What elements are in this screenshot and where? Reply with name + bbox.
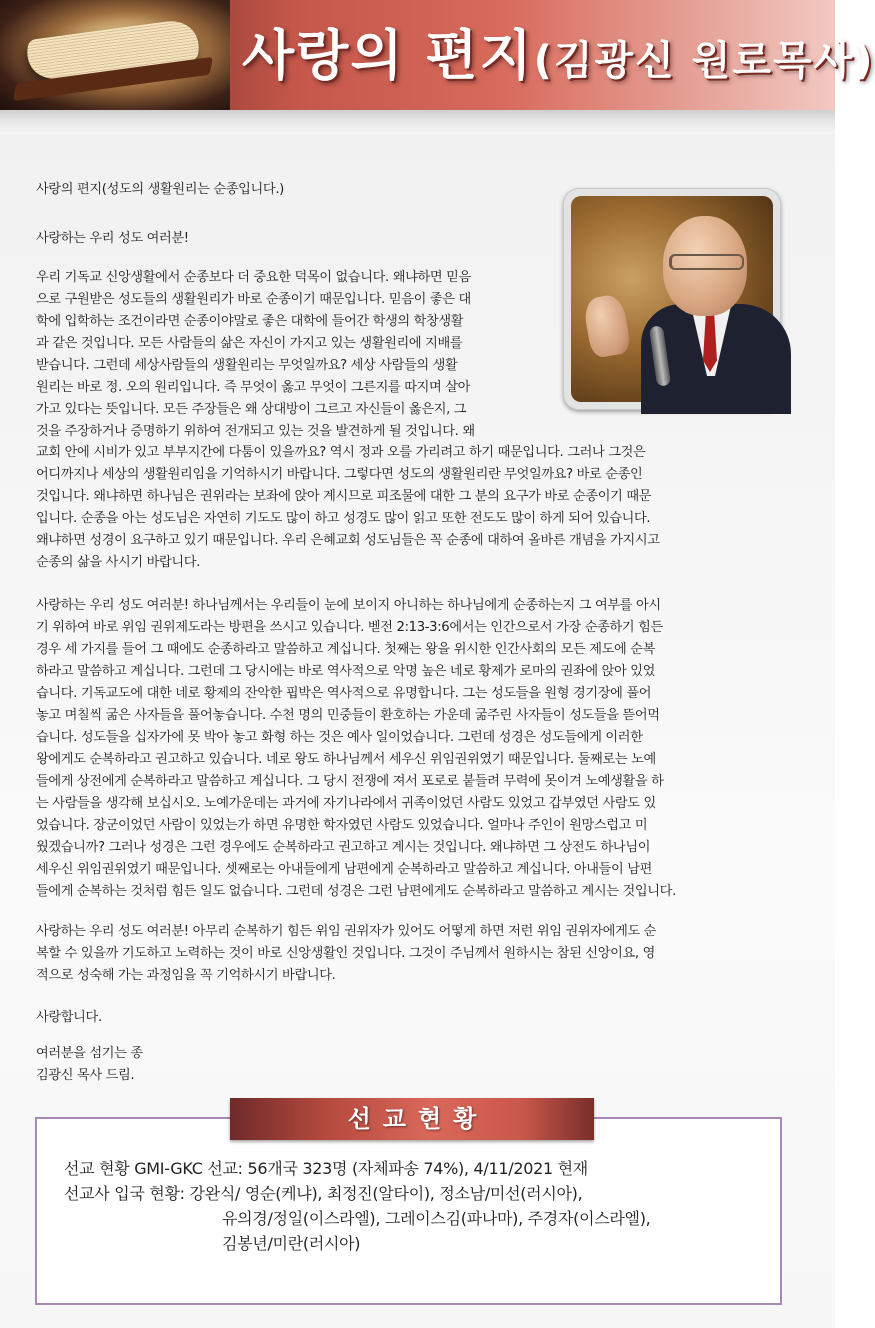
letter-line: 는 사람들을 생각해 보십시오. 노예가운데는 과거에 자기나라에서 귀족이었던 사람도 있었고 갑부였던 사람도 있 [36, 796, 656, 811]
letter-line: 과 같은 것입니다. 모든 사람들의 삶은 자신이 가지고 있는 생활원리에 지배를 [36, 336, 463, 351]
letter-line: 왕에게도 순복하라고 권고하고 있습니다. 네로 왕도 하나님께서 세우신 위임권위였기 때문입니다. 둘째로는 노예 [36, 752, 656, 767]
letter-line: 들에게 상전에게 순복하라고 말씀하고 계십니다. 그 당시 전쟁에 져서 포로로 붙들려 무력에 못이겨 노예생활을 하 [36, 774, 664, 789]
letter-line: 습니다. 기독교도에 대한 네로 황제의 잔악한 핍박은 역사적으로 유명합니다. 그는 성도들을 원형 경기장에 풀어 [36, 686, 652, 701]
letter-line: 웠겠습니까? 그러나 성경은 그런 경우에도 순복하라고 권고하고 계시는 것입니다. 왜냐하면 그 상전도 하나님이 [36, 840, 651, 855]
letter-line: 으로 구원받은 성도들의 생활원리가 바로 순종이기 때문입니다. 믿음이 좋은 대 [36, 292, 471, 307]
letter-line: 습니다. 성도들을 십자가에 못 박아 놓고 화형 하는 것은 예사 일이었습니다. 그런데 성경은 성도들에게 이러한 [36, 730, 643, 745]
banner-title [242, 16, 875, 96]
letter-line: 적으로 성숙해 가는 과정임을 꼭 기억하시기 바랍니다. [36, 968, 336, 983]
letter-heading: 사랑의 편지(성도의 생활원리는 순종입니다.) [36, 182, 284, 197]
letter-closing: 사랑합니다. [36, 1010, 102, 1025]
letter-line: 교회 안에 시비가 있고 부부지간에 다툼이 있을까요? 역시 정과 오를 가리려고 하기 때문입니다. 그러나 그것은 [36, 445, 646, 460]
letter-greeting: 사랑하는 우리 성도 여러분! [36, 231, 189, 246]
letter-line: 사랑하는 우리 성도 여러분! 하나님께서는 우리들이 눈에 보이지 아니하는 하나님에게 순종하는지 그 여부를 아시 [36, 598, 661, 613]
letter-line: 놓고 며칠씩 굶은 사자들을 풀어놓습니다. 수천 명의 민중들이 환호하는 가운데 굶주린 사자들이 성도들을 뜯어먹 [36, 708, 660, 723]
letter-line: 었습니다. 장군이었던 사람이 있었는가 하면 유명한 학자였던 사람도 있었습니다. 얼마나 주인이 원망스럽고 미 [36, 818, 648, 833]
letter-line: 기 위하여 바로 위임 권위제도라는 방편을 쓰시고 있습니다. 벧전 2:13-3:6에서는 인간으로서 가장 순종하기 힘든 [36, 620, 663, 635]
missionary-entry-line: 김봉년/미란(러시아) [222, 1234, 361, 1253]
banner-title-main: 사랑의 편지 [242, 24, 534, 87]
missionary-entry-line: 선교사 입국 현황: 강완식/ 영순(케냐), 최정진(알타이), 정소남/미선(러시아), [64, 1184, 583, 1203]
letter-line: 것을 주장하거나 증명하기 위하여 전개되고 있는 것을 발견하게 될 것입니다. 왜 [36, 424, 475, 439]
letter-line: 세우신 위임권위였기 때문입니다. 셋째로는 아내들에게 남편에게 순복하라고 말씀하고 계십니다. 아내들이 남편 [36, 862, 652, 877]
missionary-entry-line: 유의경/정일(이스라엘), 그레이스김(파나마), 주경자(이스라엘), [222, 1209, 651, 1228]
letter-line: 원리는 바로 정. 오의 원리입니다. 즉 무엇이 옳고 무엇이 그른지를 따지며 살아 [36, 380, 471, 395]
letter-line: 가고 있다는 뜻입니다. 모든 주장들은 왜 상대방이 그르고 자신들이 옳은지, 그 [36, 402, 467, 417]
letter-line: 우리 기독교 신앙생활에서 순종보다 더 중요한 덕목이 없습니다. 왜냐하면 믿음 [36, 270, 471, 285]
letter-line: 받습니다. 그런데 세상사람들의 생활원리는 무엇일까요? 세상 사람들의 생활 [36, 358, 458, 373]
letter-line: 입니다. 순종을 아는 성도님은 자연히 기도도 많이 하고 성경도 많이 읽고 또한 전도도 많이 하게 되어 있습니다. [36, 511, 651, 526]
letter-line: 어디까지나 세상의 생활원리임을 기억하시기 바랍니다. 그렇다면 성도의 생활원리란 무엇일까요? 바로 순종인 [36, 467, 643, 482]
letter-line: 사랑하는 우리 성도 여러분! 아무리 순복하기 힘든 위임 권위자가 있어도 어떻게 하면 저런 위임 권위자에게도 순 [36, 924, 657, 939]
open-bible-icon [0, 0, 230, 110]
letter-signature-line: 여러분을 섬기는 종 [36, 1046, 143, 1061]
letter-signature-name: 김광신 목사 드림. [36, 1068, 135, 1083]
pastor-photo [571, 196, 773, 402]
letter-line: 순종의 삶을 사시기 바랍니다. [36, 555, 201, 570]
letter-line: 학에 입학하는 조건이라면 순종이야말로 좋은 대학에 들어간 학생의 학창생활 [36, 314, 464, 329]
letter-line: 하라고 말씀하고 계십니다. 그런데 그 당시에는 바로 역사적으로 악명 높은 네로 황제가 로마의 권좌에 앉아 있었 [36, 664, 655, 679]
letter-line: 경우 세 가지를 들어 그 때에도 순종하라고 말씀하고 계십니다. 첫째는 왕을 위시한 인간사회의 모든 제도에 순복 [36, 642, 655, 657]
header-banner [0, 0, 875, 110]
letter-line: 들에게 순복하는 것처럼 힘든 일도 없습니다. 그런데 성경은 그런 남편에게도 순복하라고 말씀하고 계시는 것입니다. [36, 884, 676, 899]
letter-line: 복할 수 있을까 기도하고 노력하는 것이 바로 신앙생활인 것입니다. 그것이 주님께서 원하시는 참된 신앙이요, 영 [36, 946, 655, 961]
letter-line: 왜냐하면 성경이 요구하고 있기 때문입니다. 우리 은혜교회 성도님들은 꼭 순종에 대하여 올바른 개념을 가지시고 [36, 533, 660, 548]
banner-title-subtitle: (김광신 원로목사) [533, 38, 875, 84]
mission-status-label: 선교현황 [230, 1098, 594, 1140]
banner-divider [0, 110, 835, 134]
pastor-photo-frame [563, 188, 781, 410]
mission-summary: 선교 현황 GMI-GKC 선교: 56개국 323명 (자체파송 74%), 4/11/2021 현재 [64, 1159, 588, 1178]
letter-line: 것입니다. 왜냐하면 하나님은 권위라는 보좌에 앉아 계시므로 피조물에 대한 그 분의 요구가 바로 순종이기 때문 [36, 489, 652, 504]
